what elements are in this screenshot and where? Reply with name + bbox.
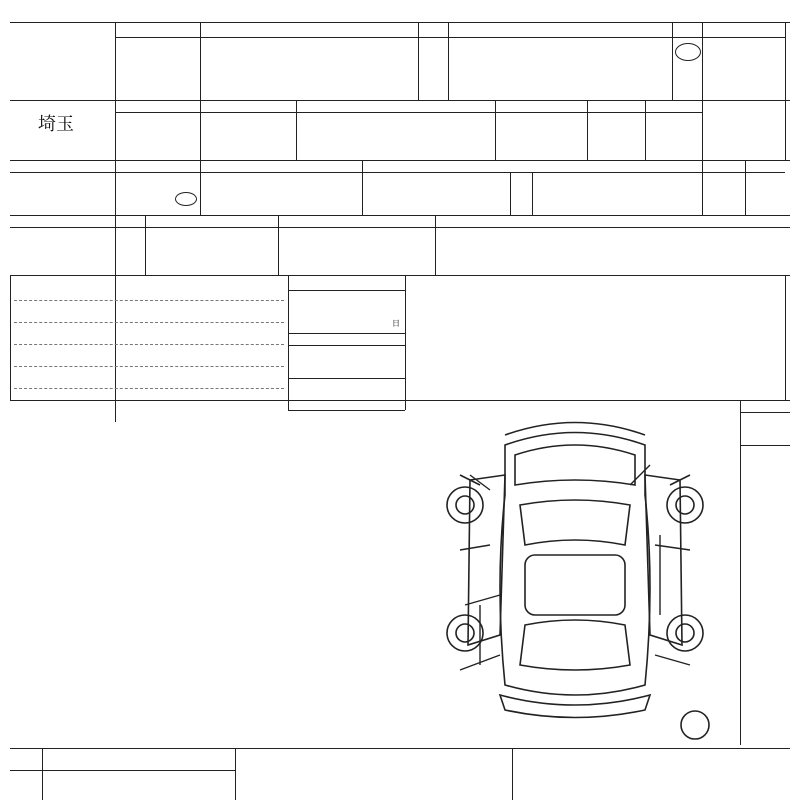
prefecture: 埼玉 — [38, 114, 74, 135]
km-circle — [175, 192, 197, 206]
drive-2wd-circle — [675, 43, 701, 61]
car-diagram — [410, 405, 740, 750]
expiry-day: 日 — [392, 319, 400, 328]
warranty-circle — [592, 126, 614, 148]
